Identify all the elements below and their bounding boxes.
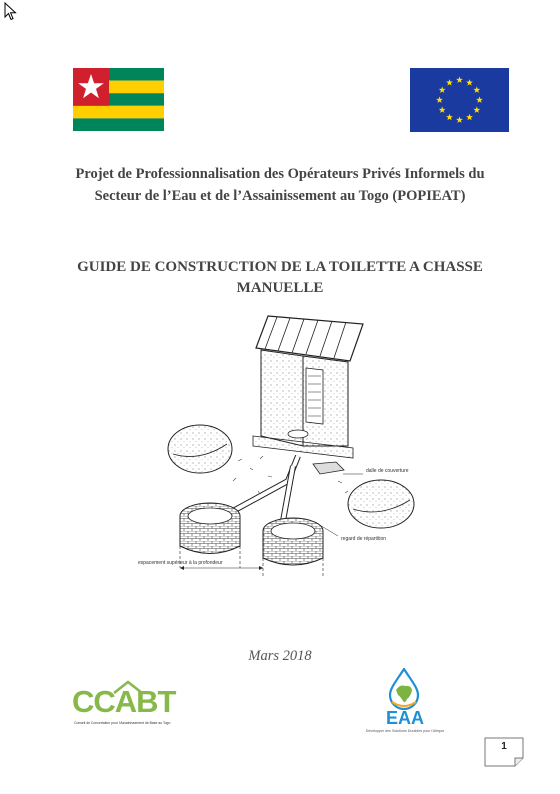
guide-title: GUIDE DE CONSTRUCTION DE LA TOILETTE A CHASSE MANUELLE — [77, 259, 483, 296]
eaa-tagline: Développer des Solutions Durables pour l'Afrique — [365, 729, 445, 733]
label-pit-spacing: espacement supérieur à la profondeur — [138, 560, 223, 566]
ccabt-logo-text: CCABT — [72, 684, 176, 719]
leach-pit-left — [180, 503, 240, 568]
cover-slab-right — [348, 480, 414, 528]
project-title: Projet de Professionnalisation des Opérateurs Privés Informels du Secteur de l’Eau et de l’Assainissement au Togo (POPIEAT) — [75, 166, 485, 204]
publication-date: Mars 2018 — [248, 648, 312, 664]
leach-pit-right — [263, 518, 323, 576]
mouse-cursor-icon — [4, 2, 18, 22]
label-cover-slab: dalle de couverture — [366, 468, 409, 474]
water-drop-africa-icon — [387, 668, 421, 710]
label-junction-box: regard de répartition — [341, 536, 387, 542]
toilet-construction-illustration — [138, 306, 428, 576]
eaa-logo-text: EAA — [385, 708, 424, 728]
toilet-shelter — [253, 316, 363, 458]
cover-slab-left — [168, 425, 232, 473]
togo-flag-icon — [73, 68, 164, 131]
ccabt-logo — [72, 686, 194, 732]
house-roof-icon — [112, 680, 144, 694]
eaa-logo — [360, 668, 450, 738]
page-number-box — [484, 737, 524, 767]
ccabt-tagline: Conseil de Concertation pour l'Assainissement de Base au Togo — [74, 721, 171, 725]
eu-flag-icon — [410, 68, 509, 132]
page-number: 1 — [501, 741, 507, 752]
